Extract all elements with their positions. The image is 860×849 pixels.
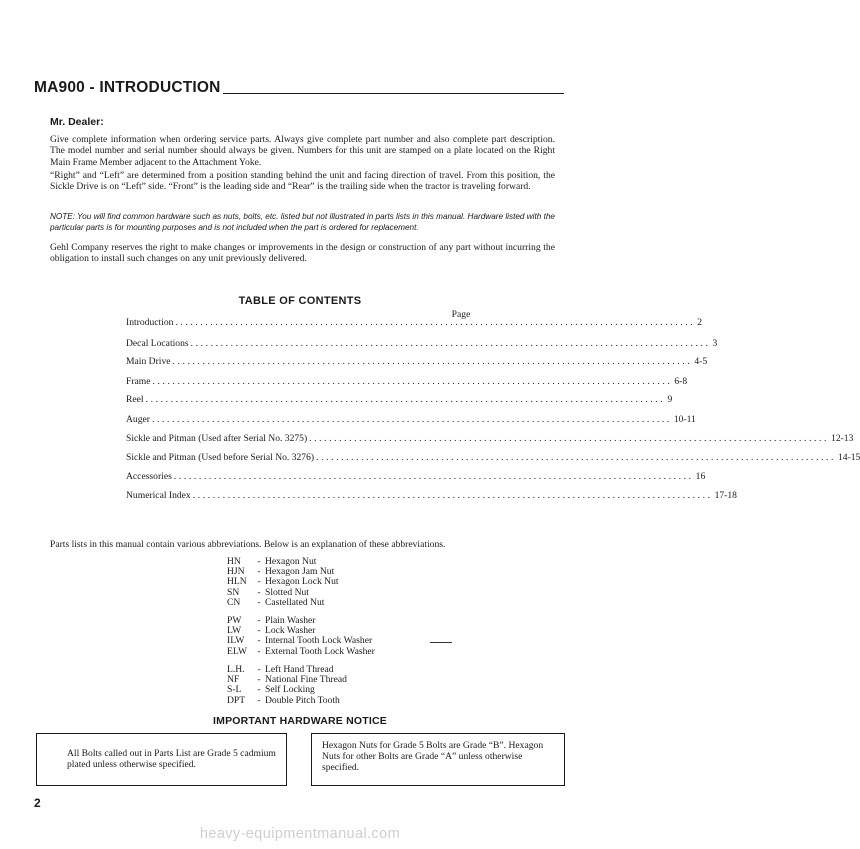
toc-entry-label: Sickle and Pitman (Used before Serial No. 3276) (126, 452, 315, 463)
abbreviation-code: HLN (227, 576, 247, 588)
abbreviation-dash: - (257, 586, 261, 598)
stray-mark (430, 642, 452, 645)
toc-entry (126, 433, 854, 446)
toc-entry-label: Reel (126, 394, 144, 405)
toc-entry-label: Main Drive (126, 356, 171, 367)
abbreviation-desc: Double Pitch Tooth (265, 694, 340, 706)
abbreviation-code: CN (227, 596, 241, 608)
toc-entry (126, 452, 860, 465)
abbreviation-dash: - (257, 576, 261, 588)
salutation: Mr. Dealer: (50, 116, 104, 128)
abbreviation-desc: Left Hand Thread (265, 664, 334, 675)
abbreviation-dash: - (257, 615, 261, 626)
toc-leader: ........................................................................................................ (192, 490, 713, 501)
toc-entry-page: 9 (667, 394, 673, 405)
abbreviation-row (227, 647, 375, 657)
abbreviation-code: NF (227, 674, 240, 686)
abbreviation-group-threads (227, 665, 347, 706)
abbreviation-desc: National Fine Thread (265, 674, 347, 686)
abbreviation-desc: Hexagon Lock Nut (265, 576, 339, 588)
abbreviation-dash: - (257, 694, 261, 706)
toc-entry (126, 414, 696, 427)
abbreviation-dash: - (257, 674, 261, 686)
abbreviation-code: L.H. (227, 664, 245, 675)
toc-leader: ........................................................................................................ (173, 471, 694, 482)
paragraph-orientation: “Right” and “Left” are determined from a position standing behind the unit and facing direction of travel. From this position, the Sickle Drive is on “Left” side. “Front” is the leading side and “Rear” is the trailing side when the tractor is traveling forward. (50, 170, 555, 193)
abbreviation-desc: Lock Washer (265, 625, 316, 637)
watermark-footer: heavy-equipmentmanual.com (199, 826, 401, 842)
abbreviation-dash: - (257, 566, 261, 578)
toc-entry-page: 10-11 (673, 414, 696, 425)
paragraph-ordering-info: Give complete information when ordering service parts. Always give complete part number and also complete part description. The model number and serial number should always be given. Numbers for this unit are stamped on a plate located on the Right Main Frame Member adjacent to the Attachment Yoke. (50, 134, 555, 168)
abbreviation-code: DPT (227, 694, 246, 706)
toc-leader: ........................................................................................................ (316, 452, 836, 463)
abbreviation-desc: Self Locking (265, 684, 315, 696)
abbreviation-dash: - (257, 635, 261, 647)
abbreviation-code: HJN (227, 566, 245, 578)
header-rule (223, 93, 564, 94)
toc-entry-label: Decal Locations (126, 338, 189, 349)
toc-entry-page: 4-5 (694, 356, 708, 367)
page-title: MA900 - INTRODUCTION (34, 78, 221, 96)
toc-leader: ........................................................................................................ (309, 433, 830, 444)
toc-entry (126, 376, 688, 389)
abbreviation-desc: Castellated Nut (265, 596, 325, 608)
toc-entry-label: Frame (126, 376, 151, 387)
abbreviation-code: S-L (227, 684, 242, 696)
notice-box-bolts (36, 733, 287, 786)
toc-entry (126, 317, 703, 330)
page-number: 2 (34, 796, 41, 810)
abbreviation-dash: - (257, 596, 261, 608)
paragraph-hardware-note: NOTE: You will find common hardware such as nuts, bolts, etc. listed but not illustrated in parts lists in this manual. Hardware listed with the particular parts is for mounting purposes and is not included when the part is ordered for replacement. (50, 212, 555, 232)
toc-entry-page: 12-13 (831, 433, 854, 444)
abbreviation-code: ELW (227, 645, 248, 657)
abbreviation-code: ILW (227, 635, 245, 647)
toc-entry (126, 490, 737, 503)
notice-nuts-text: Hexagon Nuts for Grade 5 Bolts are Grade “B”. Hexagon Nuts for other Bolts are Grade “A” unless otherwise specified. (322, 740, 544, 773)
toc-entry-page: 2 (697, 317, 703, 328)
abbreviation-code: LW (227, 625, 242, 637)
abbreviation-dash: - (257, 645, 261, 657)
toc-entry-label: Auger (126, 414, 150, 425)
notice-title: IMPORTANT HARDWARE NOTICE (213, 715, 387, 727)
toc-page-header: Page (451, 309, 471, 320)
toc-entry (126, 471, 706, 484)
abbreviation-desc: Slotted Nut (265, 586, 309, 598)
abbreviation-row (227, 696, 347, 706)
section-header (34, 77, 564, 95)
toc-title: TABLE OF CONTENTS (238, 295, 362, 307)
abbreviation-dash: - (257, 625, 261, 637)
toc-entry-page: 14-15 (837, 452, 860, 463)
abbreviation-dash: - (257, 684, 261, 696)
abbreviation-code: SN (227, 586, 240, 598)
toc-entry-label: Accessories (126, 471, 172, 482)
abbreviation-group-washers (227, 616, 375, 657)
toc-entry-page: 6-8 (674, 376, 688, 387)
abbreviations-intro: Parts lists in this manual contain various abbreviations. Below is an explanation of these abbreviations. (50, 539, 446, 550)
toc-leader: ........................................................................................................ (151, 414, 672, 425)
toc-entry-page: 3 (712, 338, 718, 349)
toc-entry-label: Numerical Index (126, 490, 191, 501)
toc-entry-label: Sickle and Pitman (Used after Serial No. 3275) (126, 433, 308, 444)
abbreviation-desc: Hexagon Nut (265, 556, 317, 567)
toc-entry (126, 394, 673, 407)
abbreviation-code: PW (227, 615, 242, 626)
abbreviation-dash: - (257, 664, 261, 675)
toc-leader: ........................................................................................................ (175, 317, 696, 328)
abbreviation-desc: Hexagon Jam Nut (265, 566, 335, 578)
toc-entry (126, 338, 718, 351)
abbreviation-group-nuts (227, 557, 339, 608)
toc-leader: ........................................................................................................ (145, 394, 666, 405)
abbreviation-row (227, 598, 339, 608)
notice-bolts-text: All Bolts called out in Parts List are Grade 5 cadmium plated unless otherwise specified. (67, 748, 276, 770)
toc-entry-page: 16 (695, 471, 706, 482)
abbreviation-desc: Internal Tooth Lock Washer (265, 635, 373, 647)
abbreviation-desc: Plain Washer (265, 615, 316, 626)
abbreviation-code: HN (227, 556, 241, 567)
toc-leader: ........................................................................................................ (152, 376, 673, 387)
toc-leader: ........................................................................................................ (190, 338, 711, 349)
toc-entry (126, 356, 708, 369)
toc-leader: ........................................................................................................ (172, 356, 693, 367)
paragraph-disclaimer: Gehl Company reserves the right to make changes or improvements in the design or construction of any part without incurring the obligation to install such changes on any unit previously delivered. (50, 242, 555, 265)
abbreviation-dash: - (257, 556, 261, 567)
toc-entry-page: 17-18 (714, 490, 737, 501)
notice-box-nuts (311, 733, 565, 786)
toc-entry-label: Introduction (126, 317, 174, 328)
abbreviation-desc: External Tooth Lock Washer (265, 645, 375, 657)
